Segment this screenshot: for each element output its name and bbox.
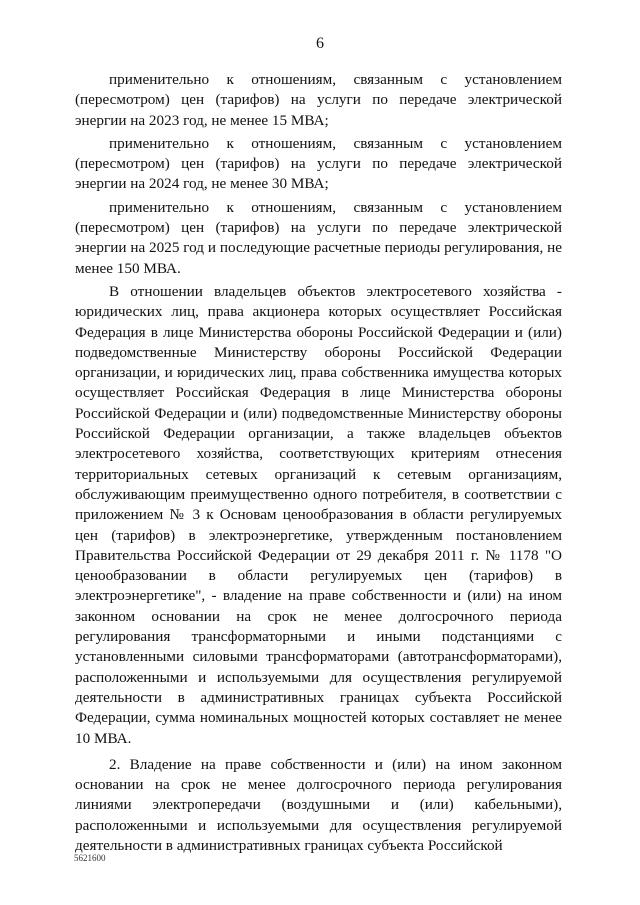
document-code: 5621600 — [74, 853, 106, 863]
document-body — [75, 70, 562, 856]
paragraph-2025-tariff: применительно к отношениям, связанным с установлением (пересмотром) цен (тарифов) на услуги по передаче электрической энергии на 2025 год и последующие расчетные периоды регулирования, не менее 150 МВА. — [75, 198, 562, 277]
paragraph-ministry-of-defense-owners: В отношении владельцев объектов электросетевого хозяйства - юридических лиц, права акционера которых осуществляет Российская Федерация в лице Министерства обороны Российской Федерации и (или) подведомственные Министерству обороны Российской Федерации организации, и юридических лиц, права собственника имущества которых осуществляет Российская Федерация в лице Министерства обороны Российской Федерации и (или) подведомственные Министерству обороны Российской Федерации организации, а также владельцев объектов электросетевого хозяйства, соответствующих критериям отнесения территориальных сетевых организаций к сетевым организациям, обслуживающим преимущественно одного потребителя, в соответствии с приложением № 3 к Основам ценообразования в области регулируемых цен (тарифов) в электроэнергетике, утвержденным постановлением Правительства Российской Федерации от 29 декабря 2011 г. № 1178 "О ценообразовании в области регулируемых цен (тарифов) в электроэнергетике", - владение на праве собственности и (или) на ином законном основании на срок не менее долгосрочного периода регулирования трансформаторными и иными подстанциями с установленными силовыми трансформаторами (автотрансформаторами), расположенными и используемыми для осуществления регулируемой деятельности в административных границах субъекта Российской Федерации, сумма номинальных мощностей которых составляет не менее 10 МВА. — [75, 282, 562, 747]
paragraph-2023-tariff: применительно к отношениям, связанным с установлением (пересмотром) цен (тарифов) на услуги по передаче электрической энергии на 2023 год, не менее 15 МВА; — [75, 71, 562, 129]
paragraph-item-2-power-lines: 2. Владение на праве собственности и (или) на ином законном основании на срок не менее долгосрочного периода регулирования линиями электропередачи (воздушными и (или) кабельными), расположенными и используемыми для осуществления регулируемой деятельности в административных границах субъекта Российской — [75, 755, 562, 854]
page-number: 6 — [316, 35, 324, 52]
paragraph-2024-tariff: применительно к отношениям, связанным с установлением (пересмотром) цен (тарифов) на услуги по передаче электрической энергии на 2024 год, не менее 30 МВА; — [75, 134, 562, 193]
